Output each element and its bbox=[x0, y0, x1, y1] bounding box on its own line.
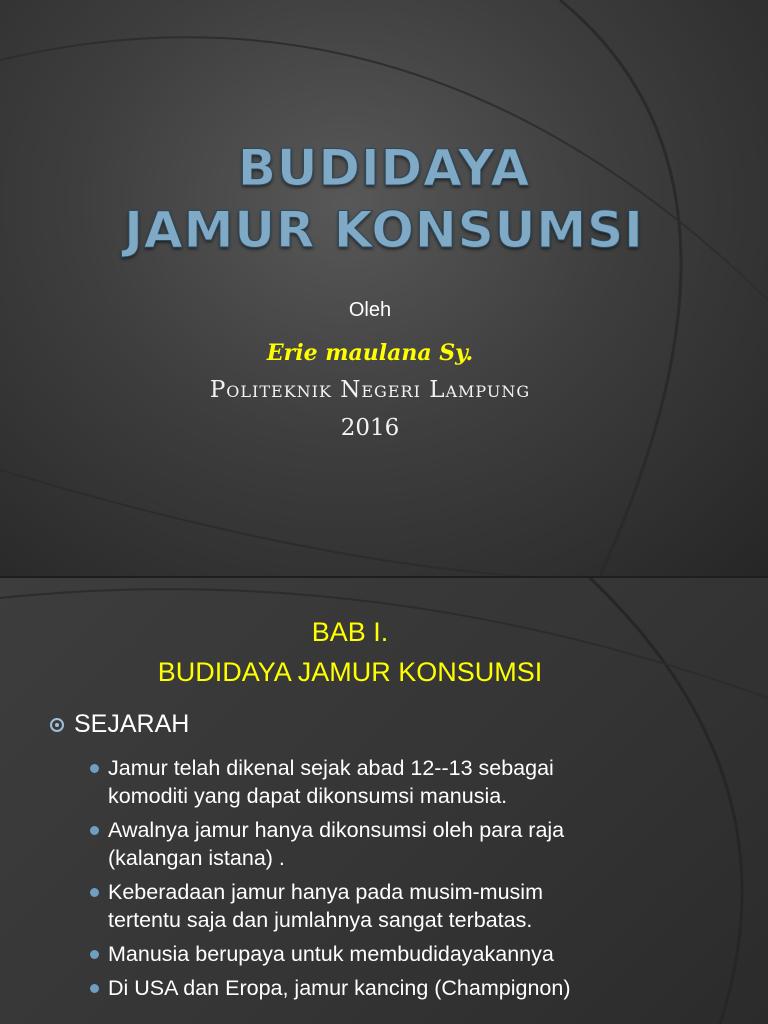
list-item-text: Keberadaan jamur hanya pada musim-musim bbox=[108, 880, 543, 904]
bullet-dot-icon bbox=[90, 984, 99, 993]
by-label: Oleh bbox=[348, 299, 392, 321]
institution-name: Politeknik Negeri Lampung bbox=[209, 377, 531, 403]
section-bullet bbox=[50, 710, 189, 739]
content-slide bbox=[0, 578, 768, 1024]
year: 2016 bbox=[340, 415, 400, 441]
list-item-text: tertentu saja dan jumlahnya sangat terbatas. bbox=[108, 908, 533, 932]
list-item bbox=[90, 940, 750, 968]
bullet-dot-icon bbox=[90, 764, 99, 773]
bullet-list bbox=[90, 754, 750, 1008]
bullet-dot-icon bbox=[90, 888, 99, 897]
target-bullet-icon bbox=[50, 718, 64, 732]
list-item bbox=[90, 754, 750, 810]
slide-title-line1: BUDIDAYA bbox=[237, 139, 531, 197]
slide-heading-line1: BAB I. bbox=[311, 617, 389, 647]
section-label: SEJARAH bbox=[74, 710, 190, 738]
list-item-text: Jamur telah dikenal sejak abad 12--13 sebagai bbox=[108, 756, 554, 780]
list-item-text: Awalnya jamur hanya dikonsumsi oleh para raja bbox=[108, 818, 565, 842]
list-item-text: Di USA dan Eropa, jamur kancing (Champignon) bbox=[108, 976, 571, 1000]
list-item bbox=[90, 816, 750, 872]
slide-title-line2: JAMUR KONSUMSI bbox=[124, 201, 644, 259]
list-item-text: Manusia berupaya untuk membudidayakannya bbox=[108, 942, 554, 966]
list-item-text: komoditi yang dapat dikonsumsi manusia. bbox=[108, 784, 508, 808]
bullet-dot-icon bbox=[90, 826, 99, 835]
list-item-text: (kalangan istana) . bbox=[108, 846, 285, 870]
bullet-dot-icon bbox=[90, 950, 99, 959]
slide-heading-line2: BUDIDAYA JAMUR KONSUMSI bbox=[157, 657, 543, 687]
list-item bbox=[90, 878, 750, 934]
author-name: Erie maulana Sy. bbox=[266, 340, 474, 366]
list-item bbox=[90, 974, 750, 1002]
